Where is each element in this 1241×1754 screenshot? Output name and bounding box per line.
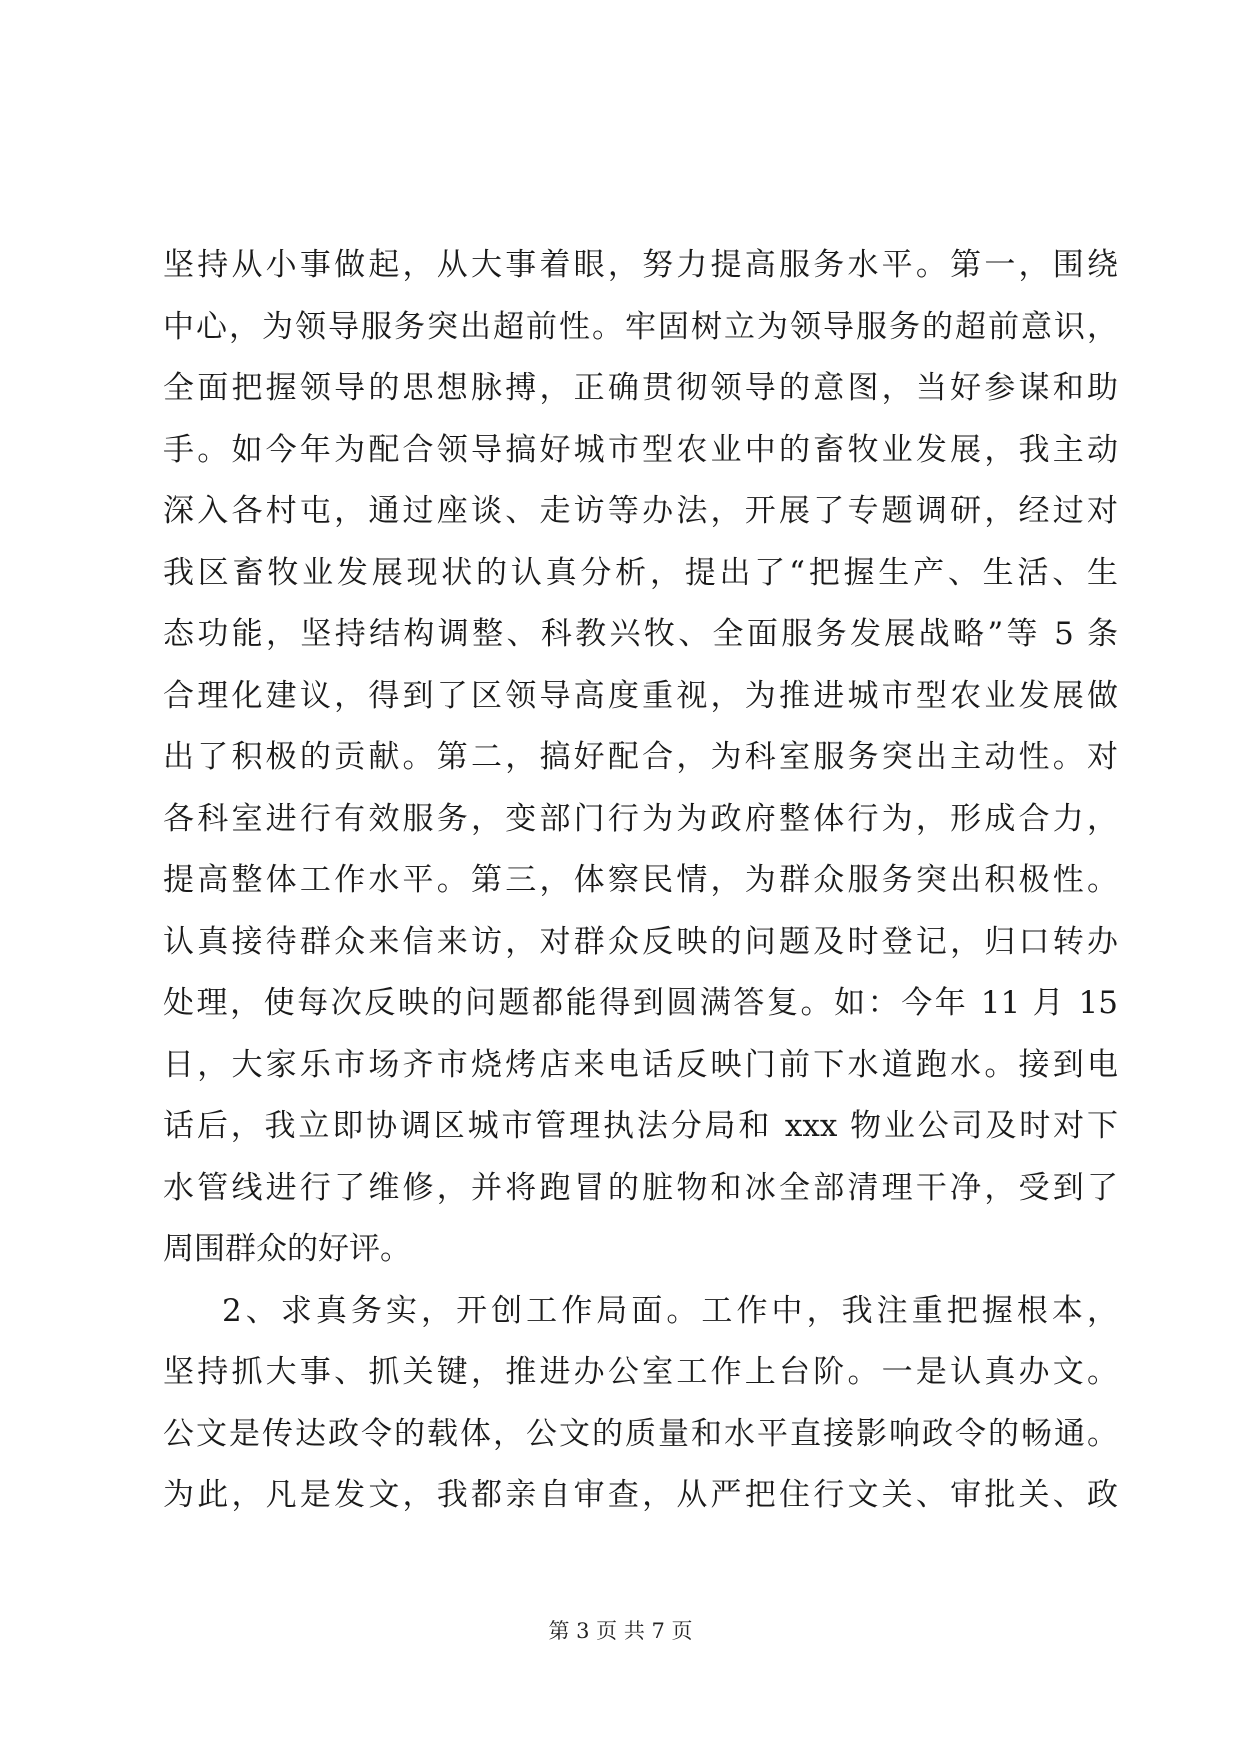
page-number-label: 第 3 页 共 7 页: [548, 1619, 693, 1643]
text-line: 中心，为领导服务突出超前性。牢固树立为领导服务的超前意识，: [163, 308, 1118, 345]
text-line: 处理，使每次反映的问题都能得到圆满答复。如：今年 11 月 15: [163, 985, 1118, 1021]
text-line: 坚持从小事做起，从大事着眼，努力提高服务水平。第一，围绕: [163, 247, 1118, 283]
text-line: 出了积极的贡献。第二，搞好配合，为科室服务突出主动性。对: [163, 739, 1118, 775]
text-line: 手。如今年为配合领导搞好城市型农业中的畜牧业发展，我主动: [163, 431, 1118, 468]
text-line: 公文是传达政令的载体，公文的质量和水平直接影响政令的畅通。: [163, 1415, 1118, 1452]
page-footer: [0, 1615, 1241, 1645]
text-line: 日，大家乐市场齐市烧烤店来电话反映门前下水道跑水。接到电: [163, 1046, 1118, 1083]
text-line: 2、求真务实，开创工作局面。工作中，我注重把握根本，: [222, 1292, 1118, 1329]
text-line: 各科室进行有效服务，变部门行为为政府整体行为，形成合力，: [163, 800, 1118, 837]
text-line: 我区畜牧业发展现状的认真分析，提出了“把握生产、生活、生: [163, 554, 1118, 591]
text-line: 全面把握领导的思想脉搏，正确贯彻领导的意图，当好参谋和助: [163, 370, 1118, 406]
text-line: 话后，我立即协调区城市管理执法分局和 xxx 物业公司及时对下: [163, 1108, 1118, 1144]
text-line: 深入各村屯，通过座谈、走访等办法，开展了专题调研，经过对: [163, 493, 1118, 529]
paragraph-2: [163, 1281, 1118, 1527]
text-line: 水管线进行了维修，并将跑冒的脏物和冰全部清理干净，受到了: [163, 1169, 1118, 1206]
text-line: 提高整体工作水平。第三，体察民情，为群众服务突出积极性。: [163, 862, 1118, 898]
paragraph-1: [163, 235, 1118, 1281]
document-body: [163, 235, 1118, 1527]
text-line: 周围群众的好评。: [163, 1231, 411, 1267]
text-line: 认真接待群众来信来访，对群众反映的问题及时登记，归口转办: [163, 923, 1118, 960]
text-line: 坚持抓大事、抓关键，推进办公室工作上台阶。一是认真办文。: [163, 1354, 1118, 1390]
text-line: 为此，凡是发文，我都亲自审查，从严把住行文关、审批关、政: [163, 1477, 1118, 1513]
text-line: 合理化建议，得到了区领导高度重视，为推进城市型农业发展做: [163, 677, 1118, 714]
text-line: 态功能，坚持结构调整、科教兴牧、全面服务发展战略”等 5 条: [163, 616, 1118, 652]
